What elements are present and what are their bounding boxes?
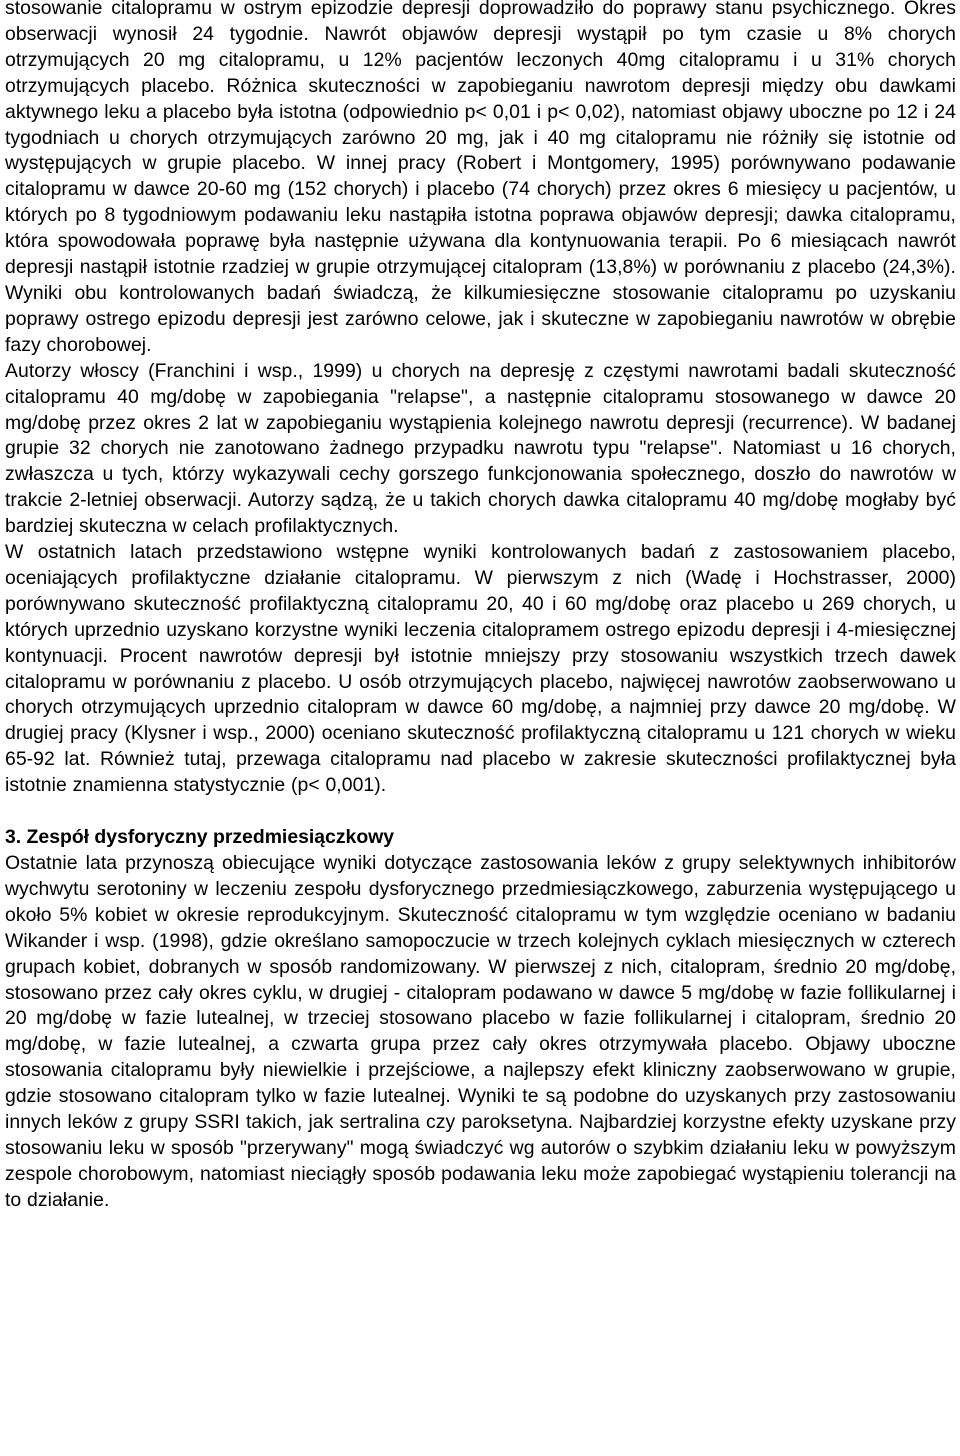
paragraph-franchini: Autorzy włoscy (Franchini i wsp., 1999) u chorych na depresję z częstymi nawrotami badali skuteczność citalopramu 40 mg/dobę w zapobiegania "relapse", a następnie citalopramu stosowanego w dawce 20 mg/dobę przez okres 2 lat w zapobieganiu wystąpienia kolejnego nawrotu depresji (recurrence). W badanej grupie 32 chorych nie zanotowano żadnego przypadku nawrotu typu "relapse". Natomiast u 16 chorych, zwłaszcza u tych, którzy wykazywali cechy gorszego funkcjonowania społecznego, doszło do nawrotów w trakcie 2-letniej obserwacji. Autorzy sądzą, że u takich chorych dawka citalopramu 40 mg/dobę mogłaby być bardziej skuteczna w celach profilaktycznych. — [5, 359, 956, 538]
section-heading: 3. Zespół dysforyczny przedmiesiączkowy — [5, 826, 395, 849]
paragraph-continuation: stosowanie citalopramu w ostrym epizodzie depresji doprowadziło do poprawy stanu psychicznego. Okres obserwacji wynosił 24 tygodnie. Nawrót objawów depresji wystąpił po tym czasie u 8% chorych otrzymujących 20 mg citalopramu, u 12% pacjentów leczonych 40mg citalopramu i u 31% chorych otrzymujących placebo. Różnica skuteczności w zapobieganiu nawrotom depresji między obu dawkami aktywnego leku a placebo była istotna (odpowiednio p< 0,01 i p< 0,02), natomiast objawy uboczne po 12 i 24 tygodniach u chorych otrzymujących zarówno 20 mg, jak i 40 mg citalopramu nie różniły się istotnie od występujących w grupie placebo. W innej pracy (Robert i Montgomery, 1995) porównywano podawanie citalopramu w dawce 20-60 mg (152 chorych) i placebo (74 chorych) przez okres 6 miesięcy u pacjentów, u których po 8 tygodniowym podawaniu leku nastąpiła istotna poprawa objawów depresji; dawka citalopramu, która spowodowała poprawę była następnie używana dla kontynuowania terapii. Po 6 miesiącach nawrót depresji nastąpił istotnie rzadziej w grupie otrzymującej citalopram (13,8%) w porównaniu z placebo (24,3%). Wyniki obu kontrolowanych badań świadczą, że kilkumiesięczne stosowanie citalopramu po uzyskaniu poprawy ostrego epizodu depresji jest zarówno celowe, jak i skuteczne w zapobieganiu nawrotów w obrębie fazy chorobowej. — [5, 0, 956, 356]
section-spacer — [5, 799, 956, 825]
paragraph-placebo-studies: W ostatnich latach przedstawiono wstępne wyniki kontrolowanych badań z zastosowaniem placebo, oceniających profilaktyczne działanie citalopramu. W pierwszym z nich (Wadę i Hochstrasser, 2000) porównywano skuteczność profilaktyczną citalopramu 20, 40 i 60 mg/dobę oraz placebo u 269 chorych, u których uprzednio uzyskano korzystne wyniki leczenia citalopramem ostrego epizodu depresji i 4-miesięcznej kontynuacji. Procent nawrotów depresji był istotnie mniejszy przy stosowaniu wszystkich trzech dawek citalopramu w porównaniu z placebo. U osób otrzymujących placebo, najwięcej nawrotów zaobserwowano u chorych otrzymujących uprzednio citalopram w dawce 60 mg/dobę, a najmniej przy dawce 20 mg/dobę. W drugiej pracy (Klysner i wsp., 2000) oceniano skuteczność profilaktyczną citalopramu u 121 chorych w wieku 65-92 lat. Również tutaj, przewaga citalopramu nad placebo w zakresie skuteczności profilaktycznej była istotnie znamienna statystycznie (p< 0,001). — [5, 541, 956, 797]
paragraph-pmdd: Ostatnie lata przynoszą obiecujące wyniki dotyczące zastosowania leków z grupy selektywnych inhibitorów wychwytu serotoniny w leczeniu zespołu dysforycznego przedmiesiączkowego, zaburzenia występującego u około 5% kobiet w okresie reprodukcyjnym. Skuteczność citalopramu w tym względzie oceniano w badaniu Wikander i wsp. (1998), gdzie określano samopoczucie w trzech kolejnych cyklach miesięcznych w czterech grupach kobiet, dobranych w sposób randomizowany. W pierwszej z nich, citalopram, średnio 20 mg/dobę, stosowano przez cały okres cyklu, w drugiej - citalopram podawano w dawce 5 mg/dobę w fazie follikularnej i 20 mg/dobę w fazie lutealnej, w trzeciej stosowano placebo w fazie follikularnej i citalopram, średnio 20 mg/dobę, w fazie lutealnej, a czwarta grupa przez cały okres otrzymywała placebo. Objawy uboczne stosowania citalopramu były niewielkie i przejściowe, a najlepszy efekt kliniczny zaobserwowano w grupie, gdzie stosowano citalopram tylko w fazie lutealnej. Wyniki te są podobne do uzyskanych przy zastosowaniu innych leków z grupy SSRI takich, jak sertralina czy paroksetyna. Najbardziej korzystne efekty uzyskane przy stosowaniu leku w sposób "przerywany" mogą świadczyć wg autorów o szybkim działaniu leku w powyższym zespole chorobowym, natomiast nieciągły sposób podawania leku może zapobiegać wystąpieniu tolerancji na to działanie. — [5, 852, 956, 1211]
